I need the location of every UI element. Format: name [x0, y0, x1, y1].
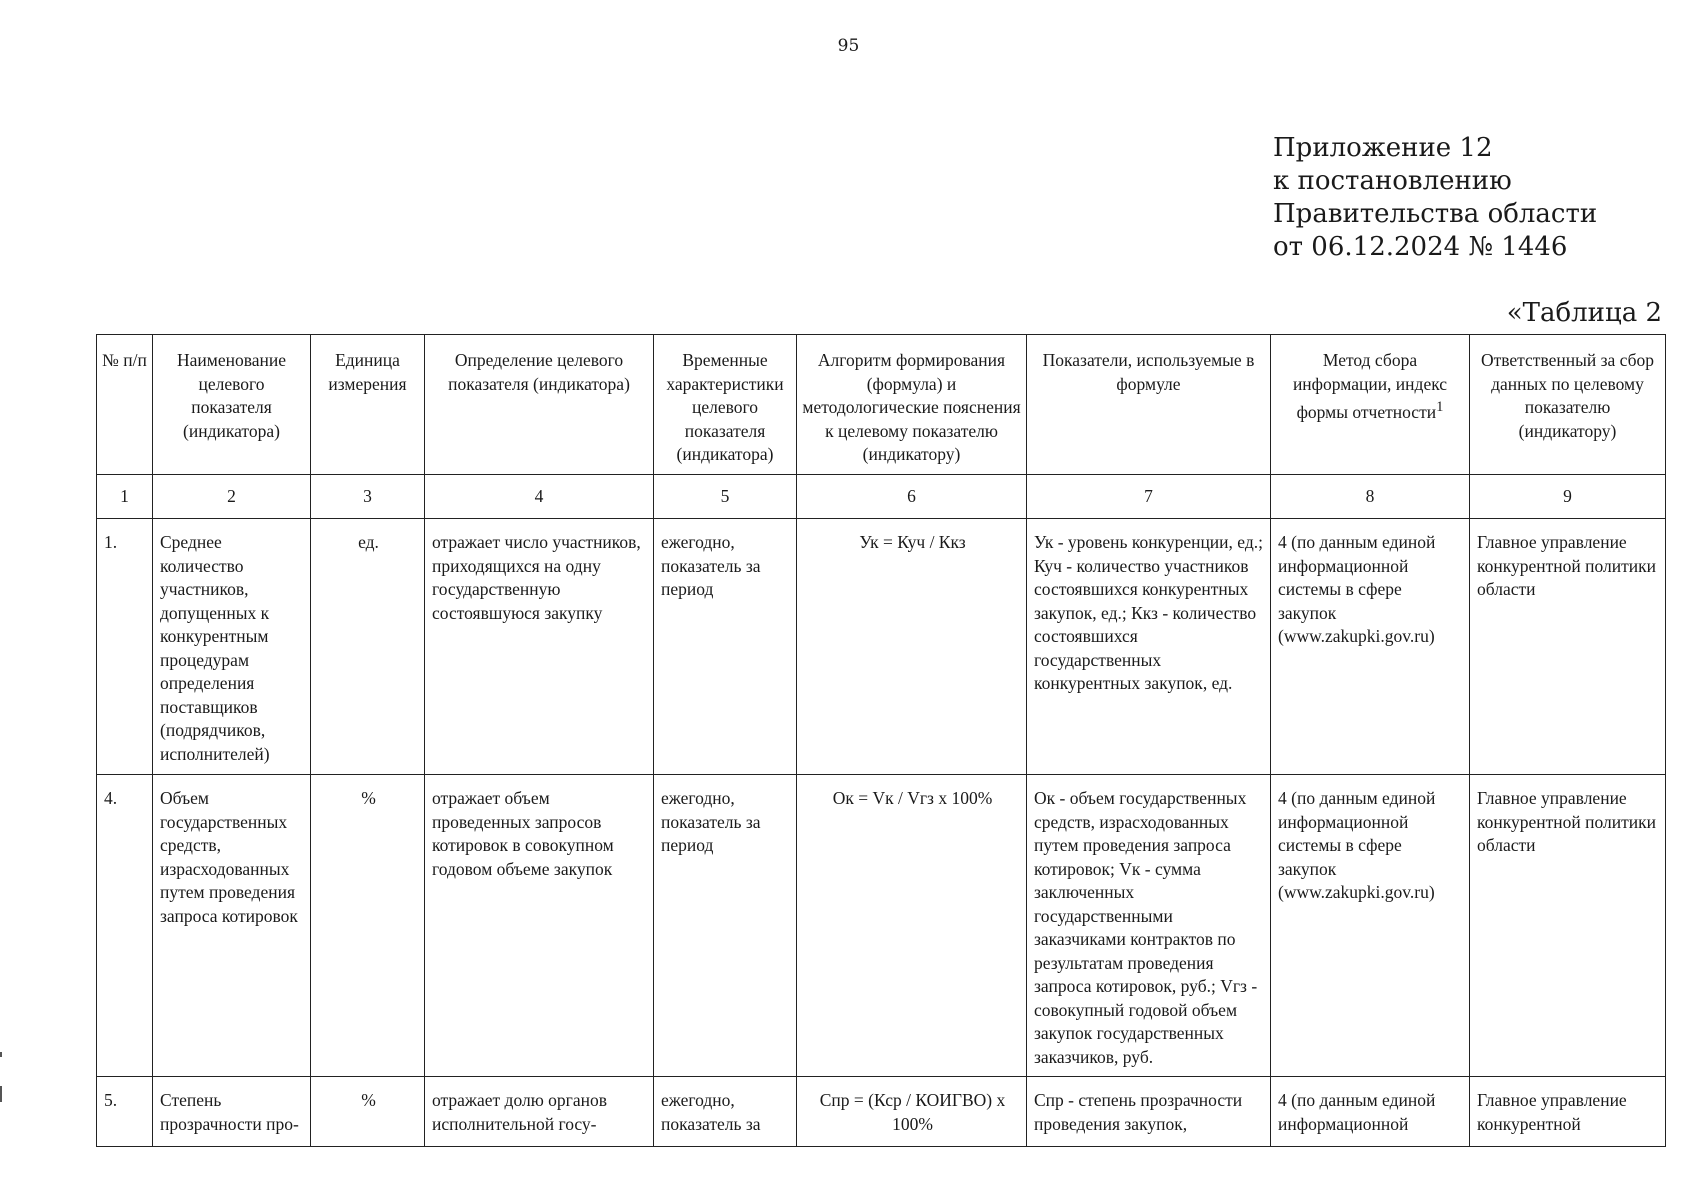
column-number: 8 [1271, 475, 1470, 519]
header-cell: Показатели, используемые в формуле [1027, 335, 1271, 475]
responsible: Главное управление конкурентной [1470, 1077, 1666, 1147]
timing: ежегодно, показатель за [654, 1077, 797, 1147]
header-cell-text: Метод сбора информации, индекс формы отчетности [1292, 350, 1448, 422]
responsible: Главное управление конкурентной политики области [1470, 775, 1666, 1077]
table-row [97, 519, 1666, 775]
header-cell: Временные характеристики целевого показателя (индикатора) [654, 335, 797, 475]
responsible: Главное управление конкурентной политики области [1470, 519, 1666, 775]
formula: Ок = Vк / Vгз х 100% [797, 775, 1027, 1077]
unit: % [311, 775, 425, 1077]
column-number-row [97, 475, 1666, 519]
table-label: «Таблица 2 [1506, 298, 1662, 328]
appendix-line: Правительства области [1273, 199, 1598, 229]
indicators-table [96, 334, 1666, 1147]
page-number: 95 [837, 36, 860, 56]
table-row [97, 775, 1666, 1077]
unit: ед. [311, 519, 425, 775]
indicator-name: Среднее количество участников, допущенных к конкурентным процедурам определения поставщиков (подрядчиков, исполнителей) [153, 519, 311, 775]
formula-indicators: Спр - степень прозрачности проведения закупок, [1027, 1077, 1271, 1147]
column-number: 1 [97, 475, 153, 519]
column-number: 9 [1470, 475, 1666, 519]
indicator-name: Степень прозрачности про- [153, 1077, 311, 1147]
header-cell: Алгоритм формирования (формула) и методологические пояснения к целевому показателю (индикатору) [797, 335, 1027, 475]
footnote-mark: 1 [1436, 399, 1444, 415]
collection-method: 4 (по данным единой информационной системы в сфере закупок (www.zakupki.gov.ru) [1271, 519, 1470, 775]
appendix-line: от 06.12.2024 № 1446 [1273, 232, 1568, 262]
formula: Ук = Куч / Ккз [797, 519, 1027, 775]
header-cell: № п/п [97, 335, 153, 475]
collection-method: 4 (по данным единой информационной [1271, 1077, 1470, 1147]
table-row [97, 1077, 1666, 1147]
header-cell: Ответственный за сбор данных по целевому показателю (индикатору) [1470, 335, 1666, 475]
table-header-row [97, 335, 1666, 475]
definition: отражает долю органов исполнительной госу- [425, 1077, 654, 1147]
appendix-line: Приложение 12 [1273, 133, 1493, 163]
formula-indicators: Ок - объем государственных средств, израсходованных путем проведения запроса котировок; Vк - сумма заключенных государственными заказчиками контрактов по результатам проведения запроса котировок, руб.; Vгз - совокупный годовой объем закупок государственных заказчиков, руб. [1027, 775, 1271, 1077]
column-number: 4 [425, 475, 654, 519]
indicator-name: Объем государственных средств, израсходованных путем проведения запроса котировок [153, 775, 311, 1077]
header-cell [1271, 335, 1470, 475]
column-number: 2 [153, 475, 311, 519]
column-number: 7 [1027, 475, 1271, 519]
column-number: 6 [797, 475, 1027, 519]
unit: % [311, 1077, 425, 1147]
row-number: 5. [97, 1077, 153, 1147]
column-number: 3 [311, 475, 425, 519]
formula-indicators: Ук - уровень конкуренции, ед.; Куч - количество участников состоявшихся конкурентных закупок, ед.; Ккз - количество состоявшихся государственных конкурентных закупок, ед. [1027, 519, 1271, 775]
margin-mark [0, 1052, 2, 1057]
margin-mark [0, 1086, 2, 1102]
appendix-heading [1273, 132, 1597, 264]
timing: ежегодно, показатель за период [654, 775, 797, 1077]
row-number: 4. [97, 775, 153, 1077]
collection-method: 4 (по данным единой информационной системы в сфере закупок (www.zakupki.gov.ru) [1271, 775, 1470, 1077]
row-number: 1. [97, 519, 153, 775]
header-cell: Наименование целевого показателя (индикатора) [153, 335, 311, 475]
timing: ежегодно, показатель за период [654, 519, 797, 775]
definition: отражает объем проведенных запросов котировок в совокупном годовом объеме закупок [425, 775, 654, 1077]
column-number: 5 [654, 475, 797, 519]
header-cell: Единица измерения [311, 335, 425, 475]
formula: Спр = (Кср / КОИГВО) х 100% [797, 1077, 1027, 1147]
header-cell: Определение целевого показателя (индикатора) [425, 335, 654, 475]
appendix-line: к постановлению [1273, 166, 1512, 196]
definition: отражает число участников, приходящихся на одну государственную состоявшуюся закупку [425, 519, 654, 775]
